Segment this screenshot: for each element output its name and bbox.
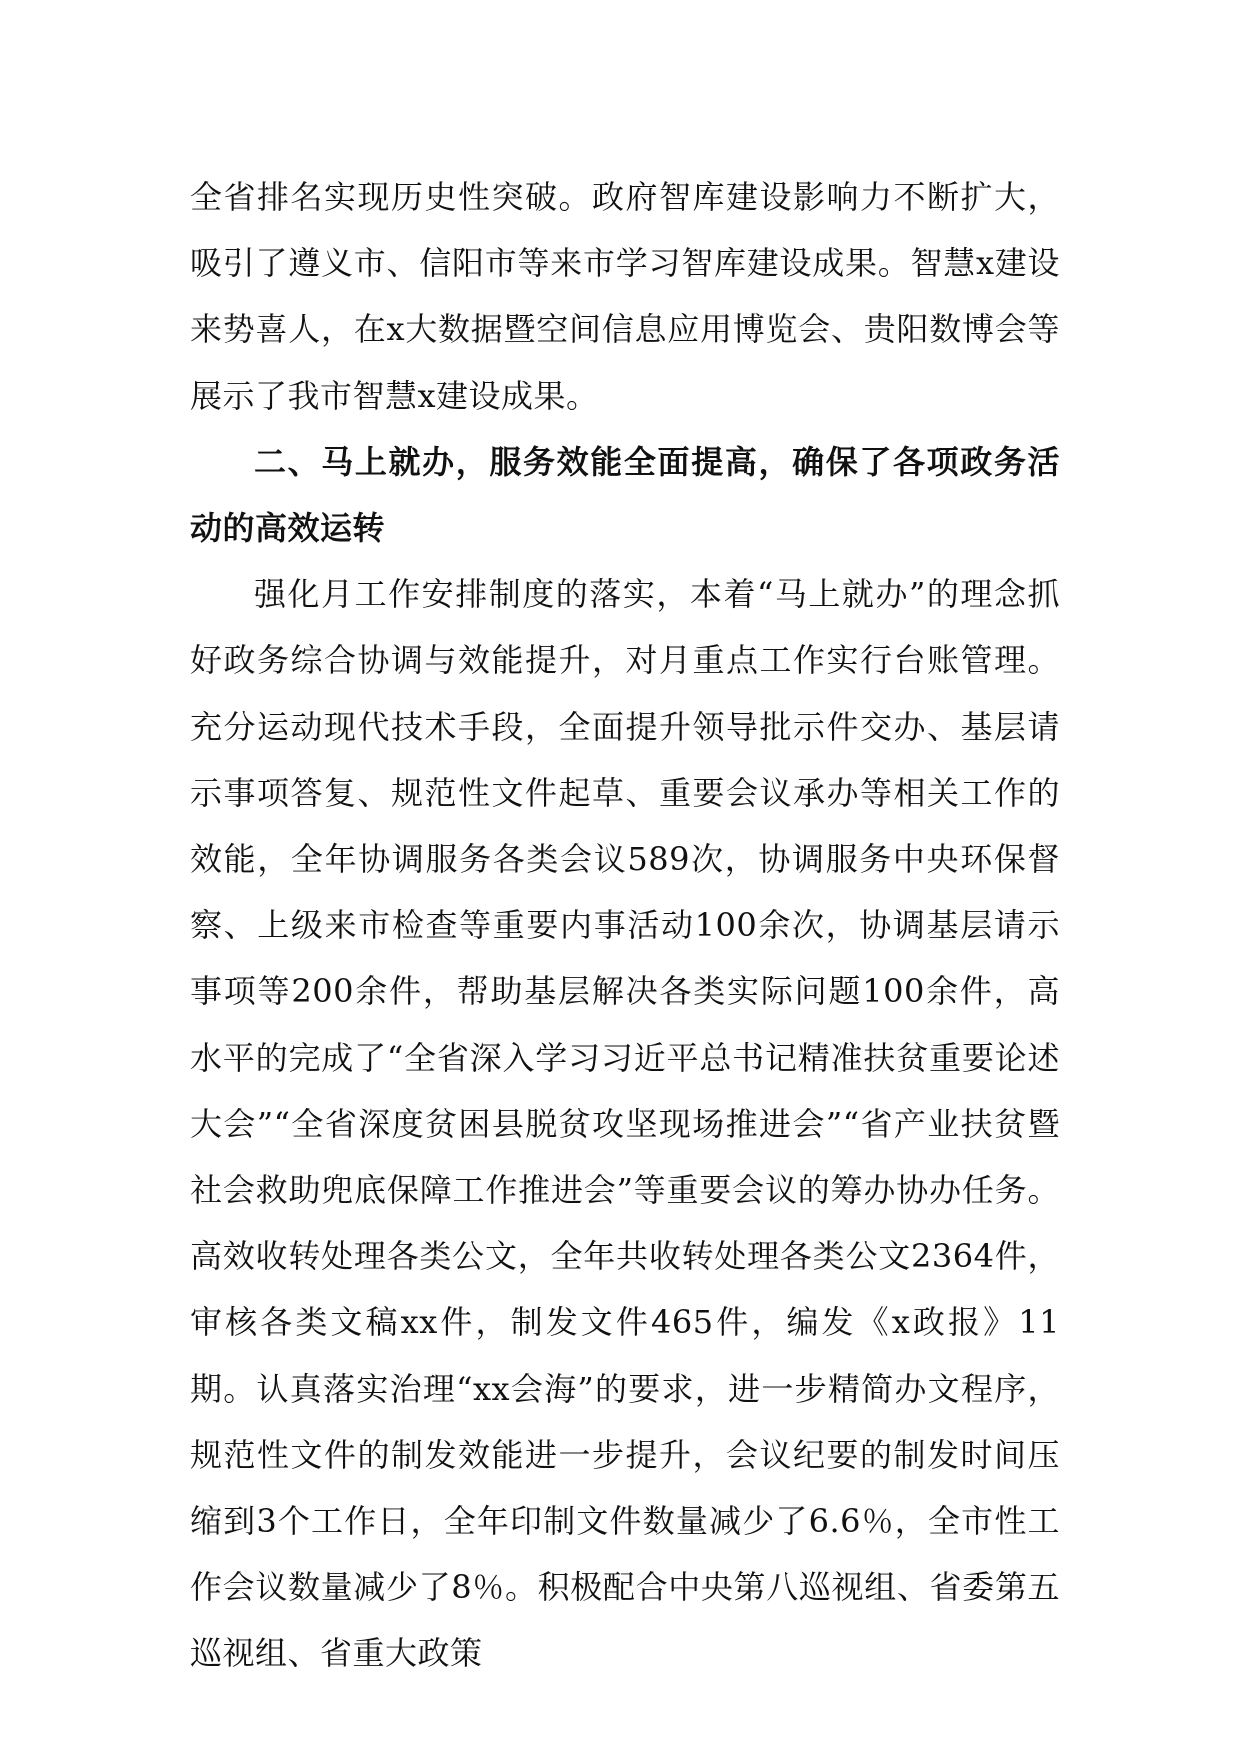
paragraph-body: 强化月工作安排制度的落实，本着“马上就办”的理念抓好政务综合协调与效能提升，对月重点工作实行台账管理。充分运动现代技术手段，全面提升领导批示件交办、基层请示事项答复、规范性文件起草、重要会议承办等相关工作的效能，全年协调服务各类会议589次，协调服务中央环保督察、上级来市检查等重要内事活动100余次，协调基层请示事项等200余件，帮助基层解决各类实际问题100余件，高水平的完成了“全省深入学习习近平总书记精准扶贫重要论述大会”“全省深度贫困县脱贫攻坚现场推进会”“省产业扶贫暨社会救助兜底保障工作推进会”等重要会议的筹办协办任务。高效收转处理各类公文，全年共收转处理各类公文2364件，审核各类文稿xx件，制发文件465件，编发《x政报》11期。认真落实治理“xx会海”的要求，进一步精简办文程序，规范性文件的制发效能进一步提升，会议纪要的制发时间压缩到3个工作日，全年印制文件数量减少了6.6％，全市性工作会议数量减少了8％。积极配合中央第八巡视组、省委第五巡视组、省重大政策: [190, 575, 1060, 1673]
section-heading: 二、马上就办，服务效能全面提高，确保了各项政务活动的高效运转: [190, 442, 1060, 548]
document-body: [190, 164, 1060, 1687]
paragraph-continuation: 全省排名实现历史性突破。政府智库建设影响力不断扩大，吸引了遵义市、信阳市等来市学习智库建设成果。智慧x建设来势喜人，在x大数据暨空间信息应用博览会、贵阳数博会等展示了我市智慧x建设成果。: [190, 178, 1060, 415]
